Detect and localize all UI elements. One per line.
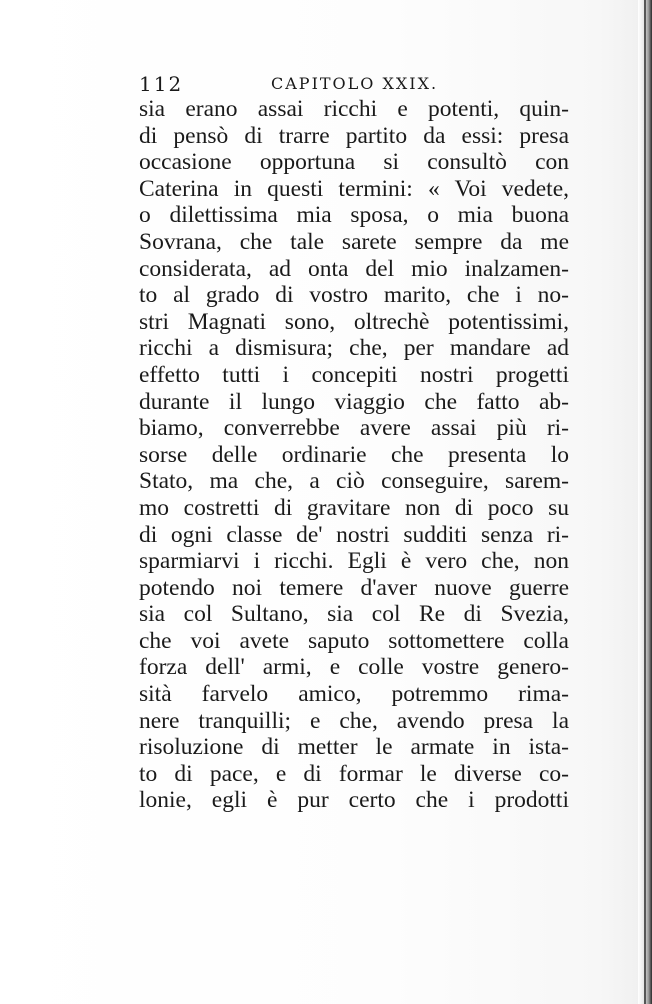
text-line: sia col Sultano, sia col Re di Svezia, <box>139 601 569 628</box>
page-edge-shadow <box>638 0 652 1004</box>
text-line: risoluzione di metter le armate in ista- <box>139 734 569 761</box>
text-line: Caterina in questi termini: « Voi vedete, <box>139 175 569 202</box>
text-line: durante il lungo viaggio che fatto ab- <box>139 388 569 415</box>
text-line: nere tranquilli; e che, avendo presa la <box>139 707 569 734</box>
page-edge-line <box>644 0 646 1004</box>
text-line: stri Magnati sono, oltrechè potentissimi, <box>139 308 569 335</box>
text-line: lonie, egli è pur certo che i prodotti <box>139 787 569 814</box>
text-line: forza dell' armi, e colle vostre genero- <box>139 654 569 681</box>
text-line: Sovrana, che tale sarete sempre da me <box>139 228 569 255</box>
text-line: biamo, converrebbe avere assai più ri- <box>139 415 569 442</box>
text-line: occasione opportuna si consultò con <box>139 149 569 176</box>
page-number: 112 <box>139 72 184 96</box>
text-line: sia erano assai ricchi e potenti, quin- <box>139 96 569 122</box>
text-line: mo costretti di gravitare non di poco su <box>139 494 569 521</box>
text-line: to di pace, e di formar le diverse co- <box>139 760 569 787</box>
text-line: sparmiarvi i ricchi. Egli è vero che, non <box>139 548 569 575</box>
text-line: che voi avete saputo sottomettere colla <box>139 627 569 654</box>
text-line: di ogni classe de' nostri sudditi senza ri- <box>139 521 569 548</box>
text-line: o dilettissima mia sposa, o mia buona <box>139 202 569 229</box>
text-line: effetto tutti i concepiti nostri progetti <box>139 361 569 388</box>
text-line: ricchi a dismisura; che, per mandare ad <box>139 335 569 362</box>
text-line: considerata, ad onta del mio inalzamen- <box>139 255 569 282</box>
text-line: sorse delle ordinarie che presenta lo <box>139 441 569 468</box>
text-line: di pensò di trarre partito da essi: presa <box>139 122 569 149</box>
body-text <box>139 96 569 814</box>
text-line: potendo noi temere d'aver nuove guerre <box>139 574 569 601</box>
chapter-running-head: CAPITOLO XXIX. <box>271 74 439 93</box>
text-line: Stato, ma che, a ciò conseguire, sarem- <box>139 468 569 495</box>
text-line: to al grado di vostro marito, che i no- <box>139 282 569 309</box>
text-line: sità farvelo amico, potremmo rima- <box>139 681 569 708</box>
